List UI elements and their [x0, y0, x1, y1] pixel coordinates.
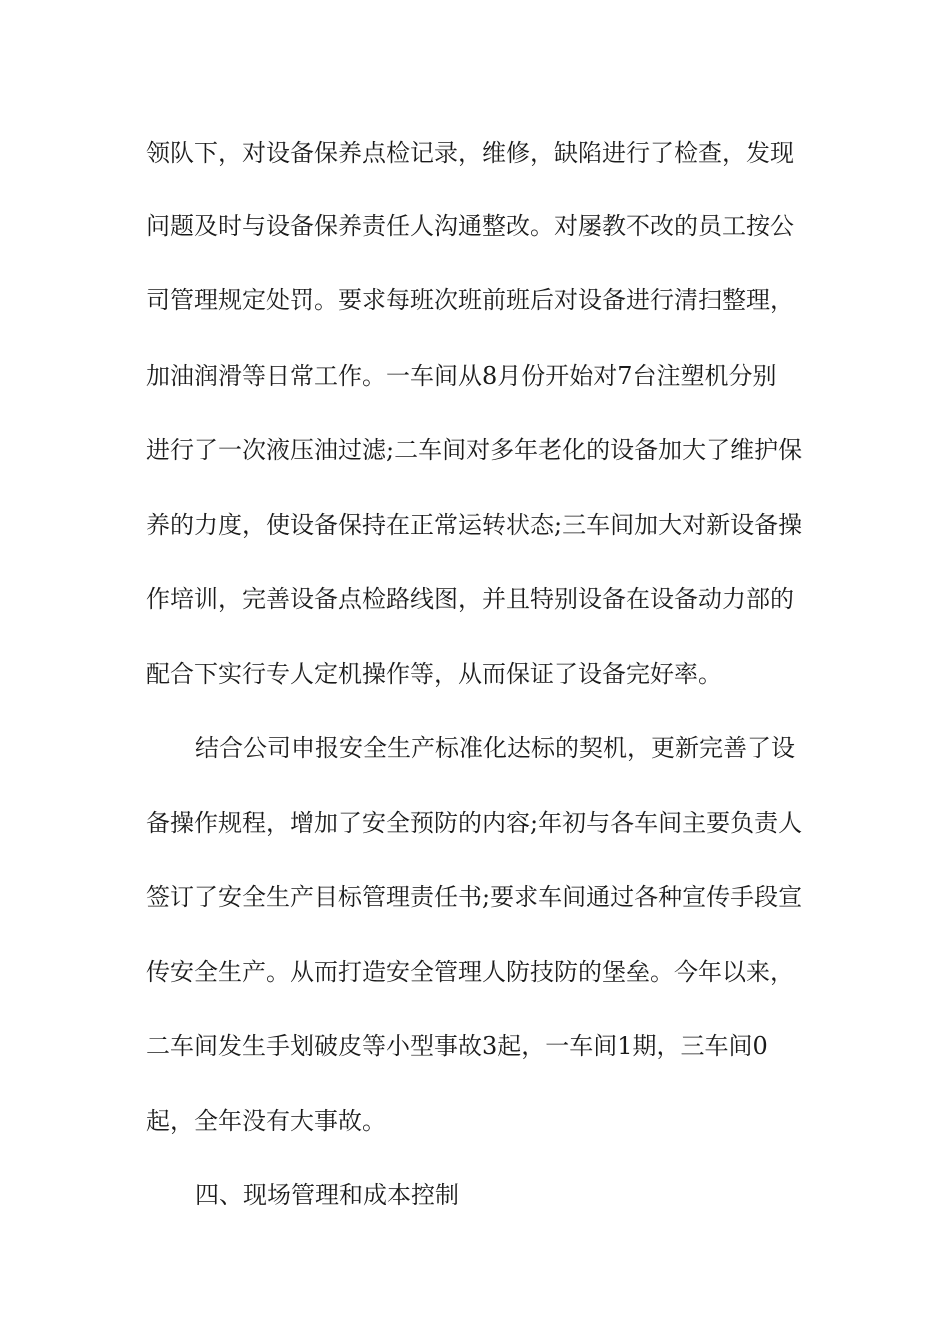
paragraph-line: 司管理规定处罚。要求每班次班前班后对设备进行清扫整理，: [146, 286, 794, 314]
paragraph-line: 传安全生产。从而打造安全管理人防技防的堡垒。今年以来，: [146, 958, 794, 986]
paragraph-line: 二车间发生手划破皮等小型事故3起，一车间1期，三车间0: [146, 1032, 768, 1060]
paragraph-line: 加油润滑等日常工作。一车间从8月份开始对7台注塑机分别: [146, 362, 777, 390]
paragraph-line: 养的力度，使设备保持在正常运转状态;三车间加大对新设备操: [146, 511, 803, 539]
paragraph-line: 作培训，完善设备点检路线图，并且特别设备在设备动力部的: [146, 585, 794, 613]
paragraph-line: 签订了安全生产目标管理责任书;要求车间通过各种宣传手段宣: [146, 883, 803, 911]
paragraph-line: 配合下实行专人定机操作等，从而保证了设备完好率。: [146, 660, 722, 688]
paragraph-line: 备操作规程，增加了安全预防的内容;年初与各车间主要负责人: [146, 809, 803, 837]
paragraph-line: 进行了一次液压油过滤;二车间对多年老化的设备加大了维护保: [146, 436, 803, 464]
section-heading: 四、现场管理和成本控制: [195, 1181, 459, 1209]
paragraph-line: 领队下，对设备保养点检记录，维修，缺陷进行了检查，发现: [146, 139, 794, 167]
paragraph-line: 问题及时与设备保养责任人沟通整改。对屡教不改的员工按公: [146, 212, 794, 240]
paragraph-line: 起，全年没有大事故。: [146, 1107, 386, 1135]
paragraph-line: 结合公司申报安全生产标准化达标的契机，更新完善了设: [195, 734, 795, 762]
